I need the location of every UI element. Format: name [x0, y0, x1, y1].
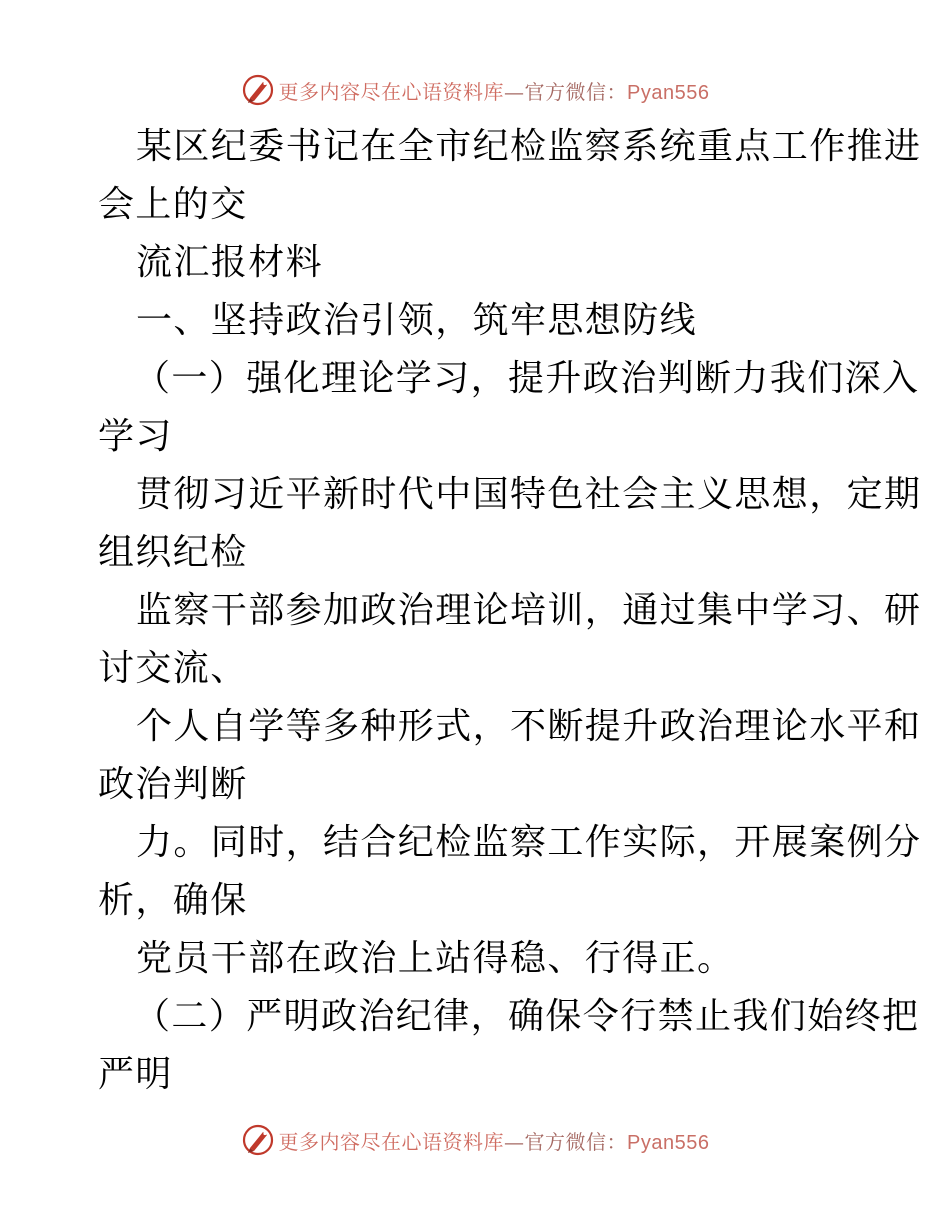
watermark-main: 更多内容尽在心语资料库: [278, 1129, 505, 1154]
doc-title-line-1: 某区纪委书记在全市纪检监察系统重点工作推进: [136, 126, 922, 167]
paragraph-line: 党员干部在政治上站得稳、行得正。: [136, 938, 735, 979]
doc-title-line-2: 会上的交: [98, 184, 248, 225]
watermark-separator: —: [504, 79, 525, 104]
paragraph-line: 监察干部参加政治理论培训，通过集中学习、研: [136, 590, 922, 631]
section-heading-1: 一、坚持政治引领，筑牢思想防线: [136, 300, 698, 341]
watermark-side: 官方微信：: [524, 79, 628, 104]
paragraph-line: 力。同时，结合纪检监察工作实际，开展案例分: [136, 822, 922, 863]
paragraph-line: 贯彻习近平新时代中国特色社会主义思想，定期: [136, 474, 922, 515]
watermark-separator: —: [504, 1129, 525, 1154]
subsection-heading-1: （一）强化理论学习，提升政治判断力我们深入: [134, 358, 920, 399]
watermark-text: [279, 76, 710, 105]
document-body: [98, 118, 922, 1104]
watermark-text: [279, 1126, 710, 1155]
footer-watermark: [0, 1120, 950, 1160]
watermark-id: Pyan556: [627, 81, 710, 104]
watermark-side: 官方微信：: [524, 1129, 628, 1154]
paragraph-line: 个人自学等多种形式，不断提升政治理论水平和: [136, 706, 922, 747]
paragraph-line: 讨交流、: [98, 648, 248, 689]
doc-title-line-3: 流汇报材料: [136, 242, 324, 283]
watermark-id: Pyan556: [627, 1131, 710, 1154]
pen-logo-icon: [241, 1123, 275, 1157]
pen-logo-icon: [241, 73, 275, 107]
paragraph-line: 析，确保: [98, 880, 248, 921]
subsection-heading-2: （二）严明政治纪律，确保令行禁止我们始终把: [134, 996, 920, 1037]
header-watermark: [0, 70, 950, 110]
paragraph-line: 严明: [98, 1054, 173, 1095]
watermark-main: 更多内容尽在心语资料库: [278, 79, 505, 104]
paragraph-line: 政治判断: [98, 764, 248, 805]
paragraph-line: 学习: [98, 416, 173, 457]
paragraph-line: 组织纪检: [98, 532, 248, 573]
